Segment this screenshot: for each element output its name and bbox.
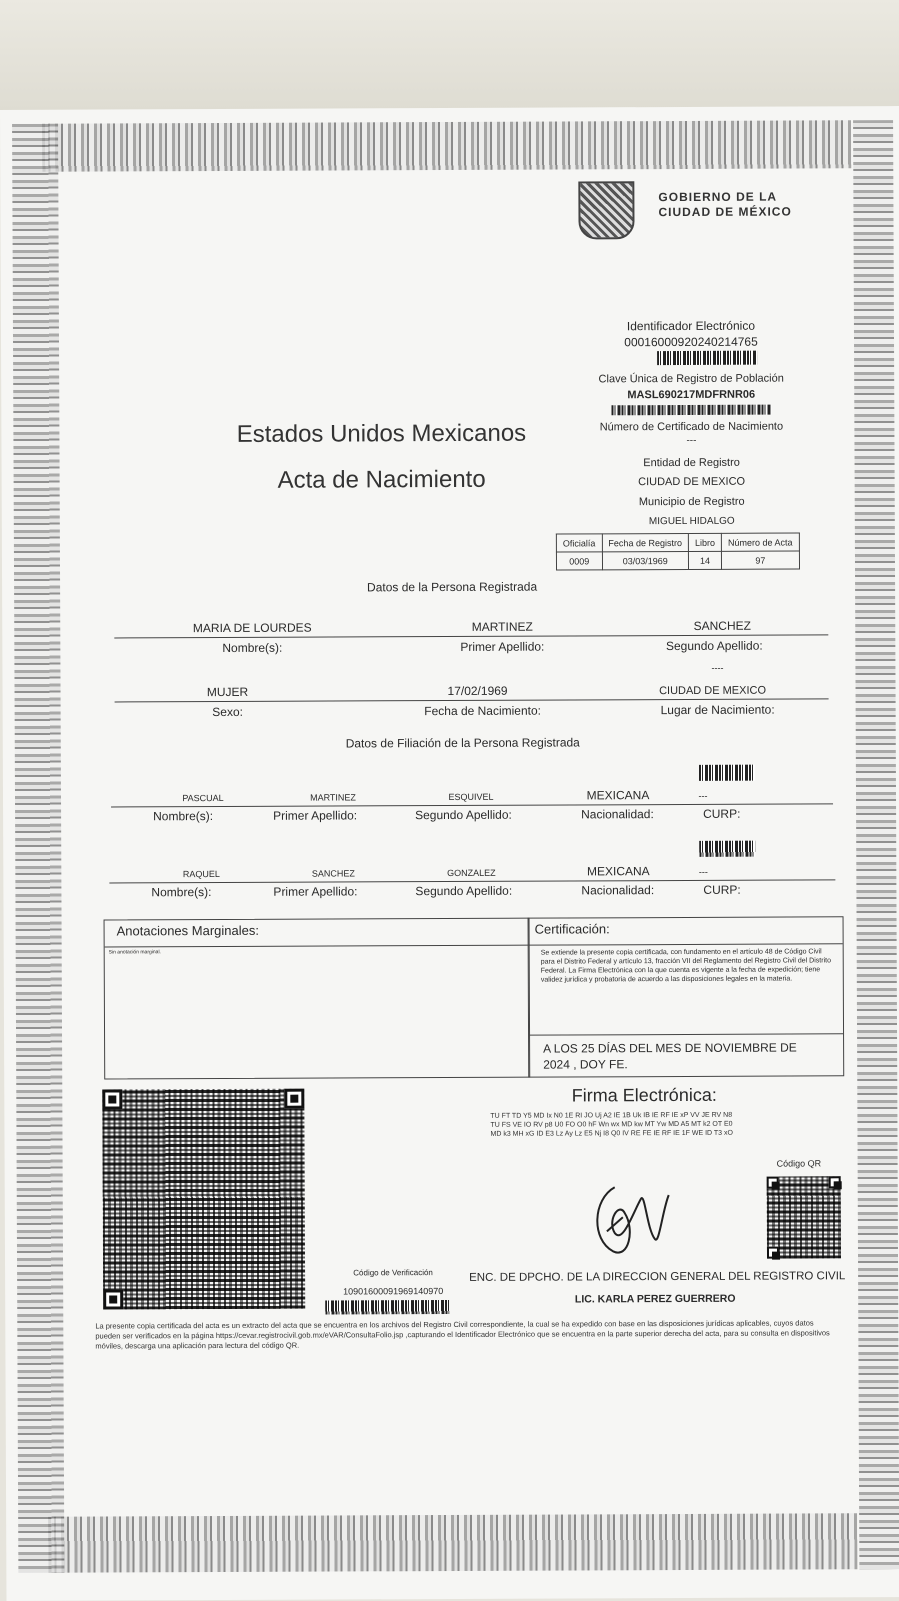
- country-title: Estados Unidos Mexicanos: [236, 419, 527, 448]
- persona-fecha-nacimiento: 17/02/1969: [447, 683, 508, 699]
- government-name: [658, 190, 791, 221]
- verificacion-value: 10901600091969140970: [343, 1286, 444, 1297]
- persona-section-title: Datos de la Persona Registrada: [366, 579, 538, 595]
- entidad-value: CIUDAD DE MEXICO: [638, 475, 746, 489]
- madre-segundo-label: Segundo Apellido:: [415, 883, 513, 899]
- firma-hash: [490, 1110, 800, 1138]
- segundo-apellido-label: Segundo Apellido:: [665, 638, 763, 654]
- entidad-label: Entidad de Registro: [643, 456, 740, 470]
- cert-label: Número de Certificado de Nacimiento: [599, 420, 784, 434]
- municipio-value: MIGUEL HIDALGO: [648, 515, 735, 528]
- madre-primer-apellido: SANCHEZ: [311, 868, 355, 879]
- madre-curp: ---: [698, 866, 708, 877]
- padre-primer-label: Primer Apellido:: [273, 808, 358, 823]
- small-qr-finder-tr: [829, 1176, 841, 1188]
- sexo-label: Sexo:: [212, 704, 244, 720]
- qr-finder-tr: [284, 1089, 304, 1109]
- curp-label: Clave Única de Registro de Población: [598, 372, 784, 386]
- verificacion-label: Código de Verificación: [353, 1268, 433, 1278]
- anotaciones-box: [104, 918, 531, 1080]
- municipio-label: Municipio de Registro: [638, 495, 745, 509]
- curp-value: MASL690217MDFRNR06: [627, 388, 756, 402]
- madre-primer-label: Primer Apellido:: [273, 884, 358, 899]
- anotaciones-title: Anotaciones Marginales:: [116, 922, 259, 939]
- header-oficialia: Oficialía: [556, 534, 602, 552]
- persona-nombre: MARIA DE LOURDES: [192, 620, 312, 636]
- persona-primer-apellido: MARTINEZ: [471, 619, 533, 634]
- decorative-border-right: [853, 120, 899, 1569]
- primer-apellido-label: Primer Apellido:: [460, 639, 545, 654]
- value-fecha-registro: 03/03/1969: [602, 551, 689, 569]
- footer-legal-text: La presente copia certificada del acta es un extracto del acta que se encuentra en los archivos del Registro Civil correspondiente, la cual se ha expedido con base en las disposiciones jurídicas aplicables, cuyos datos pueden ser verificados en la página https://cevar.registrocivil.gob.mx/eVAR/ConsultaFolio.jsp ,capturando el Identificador Electrónico que se encuentra en la parte superior derecha del acta, para su consulta en dispositivos móviles, descarga una aplicación para lectura del código QR.: [95, 1318, 830, 1351]
- certificacion-fecha-line2: 2024 , DOY FE.: [543, 1057, 628, 1072]
- padre-curp-barcode: [699, 765, 755, 781]
- padre-segundo-apellido: ESQUIVEL: [448, 791, 494, 803]
- filiacion-section-title: Datos de Filiación de la Persona Registrada: [345, 735, 580, 751]
- registro-table: [556, 532, 800, 570]
- verificacion-barcode: [325, 1300, 449, 1315]
- anotaciones-text: Sin anotación marginal.: [108, 949, 161, 956]
- decorative-border-left: [12, 124, 64, 1573]
- persona-sexo: MUJER: [206, 684, 249, 700]
- firma-hash-line1: TU FT TD Y5 MD Ix N0 1E RI JO Uj A2 IE 1B Uk IB IE RF IE xP VV JE RV N8: [490, 1111, 733, 1120]
- curp-barcode: [611, 405, 771, 416]
- gov-line-1: GOBIERNO DE LA: [658, 189, 778, 205]
- id-label: Identificador Electrónico: [626, 318, 756, 334]
- qr-finder-bl: [103, 1289, 123, 1309]
- madre-curp-barcode: [699, 841, 755, 857]
- padre-nacionalidad-label: Nacionalidad:: [581, 807, 654, 822]
- madre-nacionalidad-label: Nacionalidad:: [581, 883, 655, 898]
- id-barcode: [657, 351, 757, 365]
- fecha-nacimiento-label: Fecha de Nacimiento:: [424, 703, 542, 719]
- madre-nombre: RAQUEL: [182, 869, 220, 880]
- certificacion-fecha-line1: A LOS 25 DÍAS DEL MES DE NOVIEMBRE DE: [543, 1040, 797, 1056]
- padre-nombre-label: Nombre(s):: [153, 809, 214, 824]
- madre-segundo-apellido: GONZALEZ: [447, 867, 496, 879]
- firma-hash-line3: MD k3 MH xG ID E3 Lz Ay Lz E5 Nj I8 Q0 IV RE FE IE RF IE 1F WE ID T3 xO: [490, 1129, 733, 1138]
- madre-nacionalidad: MEXICANA: [586, 864, 650, 879]
- nombre-label: Nombre(s):: [222, 640, 283, 655]
- madre-nombre-label: Nombre(s):: [151, 885, 212, 900]
- persona-segundo-apellido: SANCHEZ: [693, 618, 751, 633]
- lugar-nacimiento-label: Lugar de Nacimiento:: [660, 702, 775, 718]
- large-qr-code[interactable]: [102, 1089, 305, 1310]
- firma-cargo: ENC. DE DPCHO. DE LA DIRECCION GENERAL DEL REGISTRO CIVIL: [469, 1270, 846, 1284]
- header-fecha-registro: Fecha de Registro: [602, 533, 689, 551]
- qr-small-label: Código QR: [776, 1158, 822, 1169]
- certificacion-text: Se extiende la presente copia certificada, con fundamento en el artículo 48 de Código Civil para el Distrito Federal y artículo 13, fracción VII del Reglamento del Registro Civil del Distrito Federal. La Firma Electrónica con la que cuenta es vigente a la fecha de expedición; tiene validez jurídica y probatoria de acuerdo a las disposiciones legales en la materia.: [540, 948, 831, 984]
- padre-nombre: PASCUAL: [182, 792, 224, 804]
- table-surface: [0, 0, 899, 112]
- birth-certificate-document: [0, 106, 899, 1601]
- header-numero-acta: Número de Acta: [721, 533, 799, 551]
- padre-nacionalidad: MEXICANA: [586, 788, 650, 803]
- gov-line-2: CIUDAD DE MÉXICO: [658, 204, 792, 220]
- certificacion-title: Certificación:: [534, 921, 610, 937]
- small-qr-finder-bl: [767, 1247, 779, 1259]
- firma-hash-line2: TU FS VE IO RV p8 U0 FO O0 hF Wn wx MD kw MT Yw MD A5 MT k2 OT E0: [490, 1120, 733, 1129]
- firma-title: Firma Electrónica:: [571, 1084, 717, 1106]
- qr-finder-tl: [102, 1089, 122, 1109]
- small-qr-code[interactable]: [767, 1176, 841, 1258]
- padre-curp-label: CURP:: [703, 806, 741, 821]
- cert-value: ---: [686, 434, 697, 446]
- padre-segundo-label: Segundo Apellido:: [415, 807, 512, 823]
- document-title: Acta de Nacimiento: [277, 465, 486, 494]
- id-value: 00016000920240214765: [624, 334, 758, 350]
- firma-nombre: LIC. KARLA PEREZ GUERRERO: [574, 1292, 736, 1306]
- handwritten-signature: [585, 1169, 685, 1259]
- decorative-border-top: [42, 120, 851, 172]
- decorative-border-bottom: [48, 1513, 857, 1573]
- small-qr-finder-tl: [767, 1177, 779, 1189]
- value-numero-acta: 97: [722, 551, 800, 569]
- padre-curp: ---: [698, 790, 708, 801]
- value-oficialia: 0009: [556, 552, 602, 570]
- persona-extra-dashes: ----: [711, 662, 724, 673]
- padre-primer-apellido: MARTINEZ: [310, 792, 356, 803]
- certificacion-box: [528, 916, 845, 1077]
- cdmx-shield-logo: [578, 181, 634, 239]
- madre-curp-label: CURP:: [703, 882, 741, 897]
- value-libro: 14: [688, 551, 721, 569]
- header-libro: Libro: [688, 533, 721, 551]
- persona-lugar-nacimiento: CIUDAD DE MEXICO: [659, 684, 767, 698]
